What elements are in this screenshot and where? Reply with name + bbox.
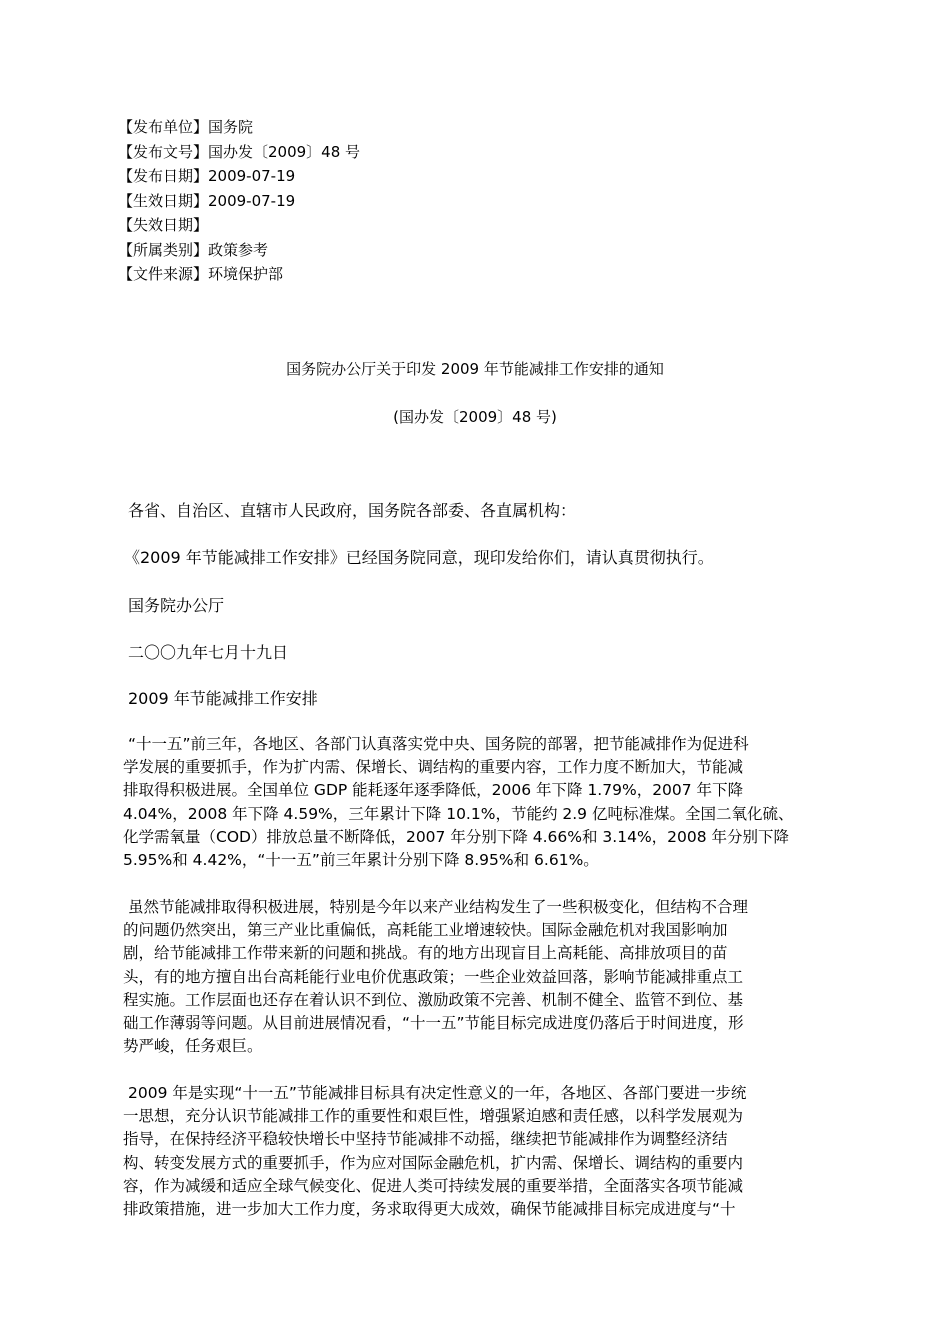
issuer: 国务院办公厅	[128, 596, 225, 615]
paragraph-2009-goals	[123, 1082, 835, 1221]
paragraph-line: 学发展的重要抓手，作为扩内需、保增长、调结构的重要内容，工作力度不断加大，节能减	[123, 758, 744, 777]
paragraph-line: 头，有的地方擅自出台高耗能行业电价优惠政策；一些企业效益回落，影响节能减排重点工	[123, 967, 744, 986]
meta-source: 【文件来源】环境保护部	[118, 265, 284, 283]
metadata-block	[118, 115, 360, 287]
paragraph-line: 一思想，充分认识节能减排工作的重要性和艰巨性，增强紧迫感和责任感，以科学发展观为	[123, 1107, 744, 1126]
paragraph-line: 5.95%和 4.42%，“十一五”前三年累计分别下降 8.95%和 6.61%。	[123, 851, 599, 870]
notice-text: 《2009 年节能减排工作安排》已经国务院同意，现印发给你们，请认真贯彻执行。	[124, 548, 714, 567]
paragraph-line: 4.04%，2008 年下降 4.59%，三年累计下降 10.1%，节能约 2.9 亿吨标准煤。全国二氧化硫、	[123, 804, 794, 823]
paragraph-line: 容，作为减缓和适应全球气候变化、促进人类可持续发展的重要举措，全面落实各项节能减	[123, 1176, 744, 1195]
paragraph-line: 剧，给节能减排工作带来新的问题和挑战。有的地方出现盲目上高耗能、高排放项目的苗	[123, 944, 728, 963]
paragraph-line: 2009 年是实现“十一五”节能减排目标具有决定性意义的一年，各地区、各部门要进一步统	[128, 1084, 747, 1102]
paragraph-line: 构、转变发展方式的重要抓手，作为应对国际金融危机，扩内需、保增长、调结构的重要内	[123, 1153, 744, 1172]
paragraph-line: 虽然节能减排取得积极进展，特别是今年以来产业结构发生了一些积极变化，但结构不合理	[128, 898, 749, 916]
paragraph-line: “十一五”前三年，各地区、各部门认真落实党中央、国务院的部署，把节能减排作为促进科	[128, 735, 749, 753]
section-title: 2009 年节能减排工作安排	[128, 689, 318, 708]
paragraph-line: 势严峻，任务艰巨。	[123, 1037, 263, 1056]
issue-date-text: 二〇〇九年七月十九日	[128, 643, 289, 662]
paragraph-line: 的问题仍然突出，第三产业比重偏低，高耗能工业增速较快。国际金融危机对我国影响加	[123, 921, 728, 940]
paragraph-challenges	[123, 896, 835, 1058]
paragraph-progress	[123, 733, 835, 872]
paragraph-line: 础工作薄弱等问题。从目前进展情况看，“十一五”节能目标完成进度仍落后于时间进度，形	[123, 1014, 744, 1033]
paragraph-line: 排政策措施，进一步加大工作力度，务求取得更大成效，确保节能减排目标完成进度与“十	[123, 1200, 736, 1219]
meta-expiry-date: 【失效日期】	[118, 216, 209, 234]
document-number: (国办发〔2009〕48 号)	[393, 408, 557, 426]
document-title: 国务院办公厅关于印发 2009 年节能减排工作安排的通知	[286, 360, 664, 378]
meta-category: 【所属类别】政策参考	[118, 240, 269, 259]
paragraph-line: 化学需氧量（COD）排放总量不断降低，2007 年分别下降 4.66%和 3.14%，2008 年分别下降	[123, 827, 790, 846]
paragraph-line: 指导，在保持经济平稳较快增长中坚持节能减排不动摇，继续把节能减排作为调整经济结	[123, 1130, 728, 1149]
paragraph-line: 排取得积极进展。全国单位 GDP 能耗逐年逐季降低，2006 年下降 1.79%，2007 年下降	[123, 781, 744, 800]
meta-issue-date: 【发布日期】2009-07-19	[118, 167, 296, 185]
salutation: 各省、自治区、直辖市人民政府，国务院各部委、各直属机构：	[128, 501, 577, 520]
meta-document-number: 【发布文号】国办发〔2009〕48 号	[118, 142, 361, 161]
meta-effective-date: 【生效日期】2009-07-19	[118, 191, 296, 210]
meta-issuing-unit: 【发布单位】国务院	[118, 118, 254, 136]
paragraph-line: 程实施。工作层面也还存在着认识不到位、激励政策不完善、机制不健全、监管不到位、基	[123, 990, 744, 1009]
